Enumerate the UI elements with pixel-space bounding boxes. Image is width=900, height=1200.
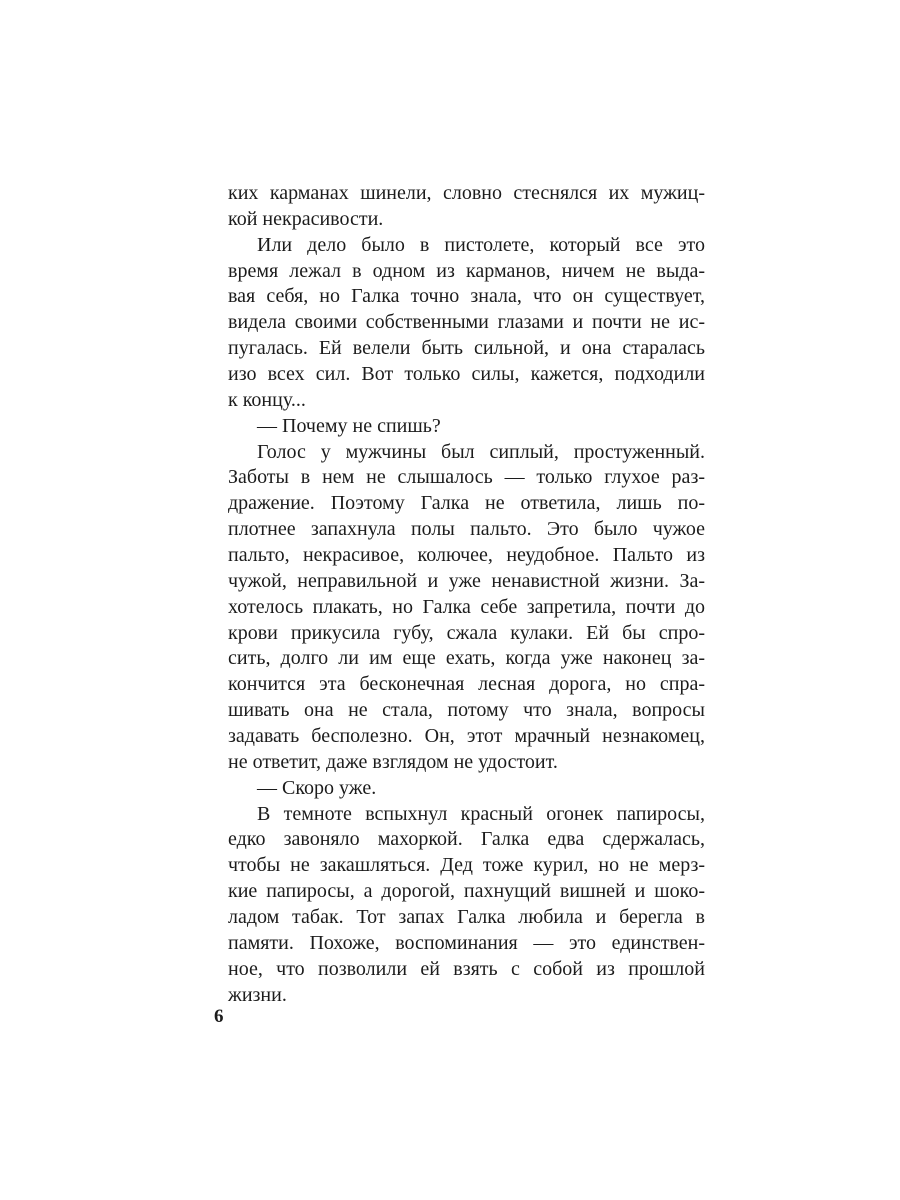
text-line: — Почему не спишь? <box>257 414 441 437</box>
text-line: кончится эта бесконечная лесная дорога, но спра- <box>228 673 705 696</box>
text-line: кие папиросы, а дорогой, пахнущий вишней и шоко- <box>228 880 705 903</box>
text-line: ное, что позволили ей взять с собой из прошлой <box>228 957 705 980</box>
text-line: Или дело было в пистолете, который все это <box>257 233 705 256</box>
text-line: шивать она не стала, потому что знала, вопросы <box>228 699 705 722</box>
page-number: 6 <box>214 1006 224 1027</box>
text-line: В темноте вспыхнул красный огонек папиросы, <box>257 802 705 825</box>
text-line: видела своими собственными глазами и почти не ис- <box>228 311 705 334</box>
text-line: вая себя, но Галка точно знала, что он существует, <box>228 285 705 308</box>
text-line: чужой, неправильной и уже ненавистной жизни. За- <box>228 569 705 592</box>
text-line: изо всех сил. Вот только силы, кажется, подходили <box>228 363 705 386</box>
text-line: ких карманах шинели, словно стеснялся их мужиц- <box>228 182 705 204</box>
text-line: кой некрасивости. <box>228 207 384 230</box>
text-line: не ответит, даже взглядом не удостоит. <box>228 750 558 773</box>
text-line: хотелось плакать, но Галка себе запретила, почти до <box>228 595 705 618</box>
text-line: задавать бесполезно. Он, этот мрачный незнакомец, <box>228 725 705 748</box>
text-line: Заботы в нем не слышалось — только глухое раз- <box>228 466 705 489</box>
text-line: сить, долго ли им еще ехать, когда уже наконец за- <box>228 647 705 670</box>
text-line: ладом табак. Тот запах Галка любила и берегла в <box>228 906 705 929</box>
text-line: к концу... <box>228 388 306 411</box>
text-line: дражение. Поэтому Галка не ответила, лишь по- <box>228 492 705 515</box>
text-line: пугалась. Ей велели быть сильной, и она старалась <box>228 337 705 360</box>
text-line: едко завоняло махоркой. Галка едва сдержалась, <box>228 828 705 851</box>
text-line: Голос у мужчины был сиплый, простуженный. <box>257 440 705 463</box>
text-line: — Скоро уже. <box>257 776 377 799</box>
text-line: крови прикусила губу, сжала кулаки. Ей бы спро- <box>228 621 705 644</box>
text-line: время лежал в одном из карманов, ничем не выда- <box>228 259 705 282</box>
body-text <box>228 181 705 1009</box>
text-line: пальто, некрасивое, колючее, неудобное. Пальто из <box>228 544 705 567</box>
text-line: чтобы не закашляться. Дед тоже курил, но не мерз- <box>228 854 705 877</box>
text-line: жизни. <box>228 983 287 1006</box>
text-line: плотнее запахнула полы пальто. Это было чужое <box>228 518 705 541</box>
text-line: памяти. Похоже, воспоминания — это единствен- <box>228 931 705 954</box>
